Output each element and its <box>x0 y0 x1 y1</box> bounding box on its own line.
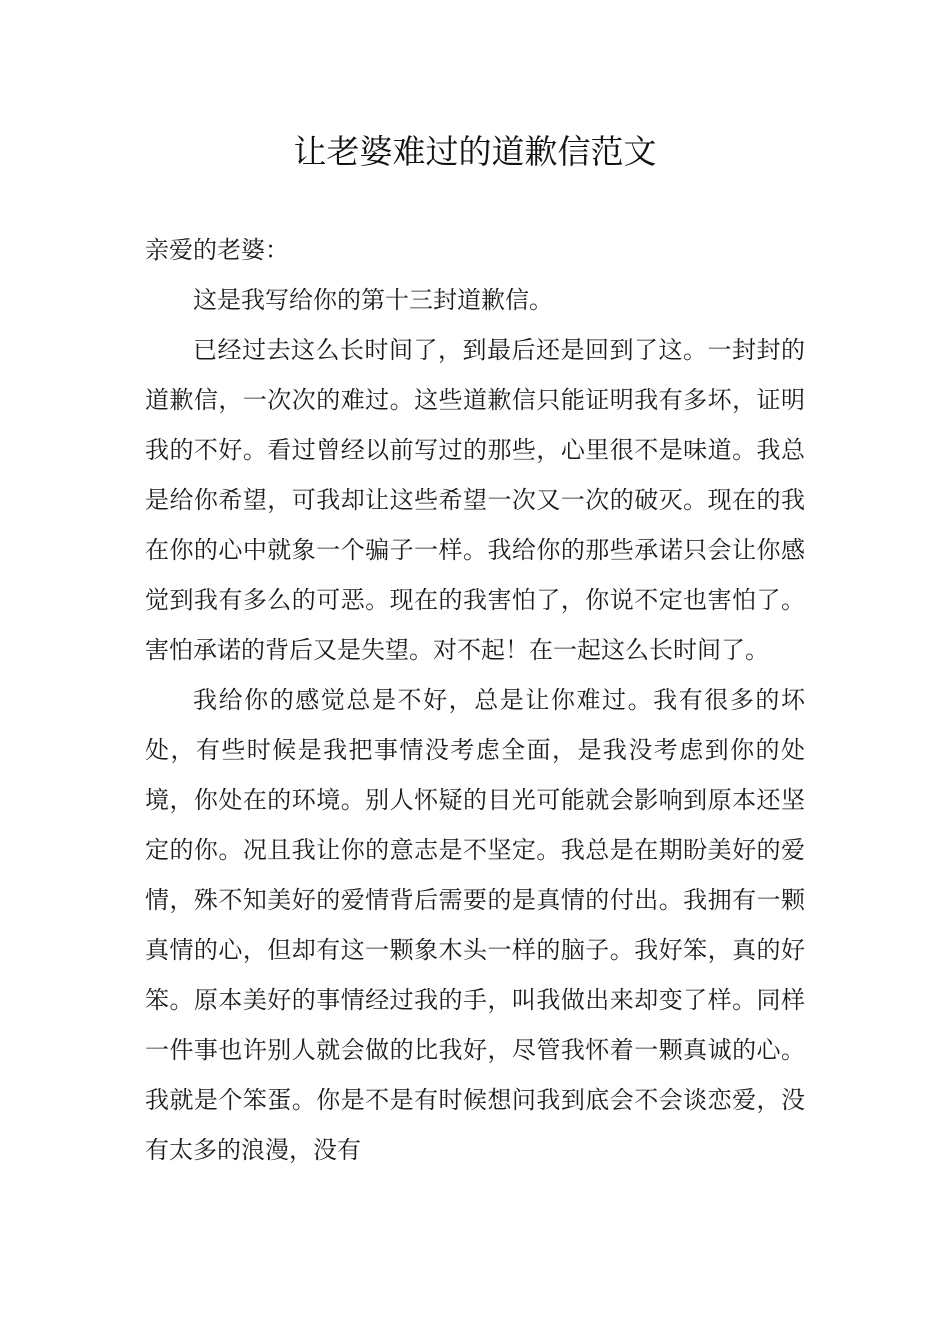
paragraph-3: 我给你的感觉总是不好，总是让你难过。我有很多的坏处，有些时候是我把事情没考虑全面，是我没考虑到你的处境，你处在的环境。别人怀疑的目光可能就会影响到原本还坚定的你。况且我让你的意志是不坚定。我总是在期盼美好的爱情，殊不知美好的爱情背后需要的是真情的付出。我拥有一颗真情的心，但却有这一颗象木头一样的脑子。我好笨，真的好笨。原本美好的事情经过我的手，叫我做出来却变了样。同样一件事也许别人就会做的比我好，尽管我怀着一颗真诚的心。我就是个笨蛋。你是不是有时候想问我到底会不会谈恋爱，没有太多的浪漫，没有 <box>145 686 805 1164</box>
paragraph-2: 已经过去这么长时间了，到最后还是回到了这。一封封的道歉信，一次次的难过。这些道歉信只能证明我有多坏，证明我的不好。看过曾经以前写过的那些，心里很不是味道。我总是给你希望，可我却让这些希望一次又一次的破灭。现在的我在你的心中就象一个骗子一样。我给你的那些承诺只会让你感觉到我有多么的可恶。现在的我害怕了，你说不定也害怕了。害怕承诺的背后又是失望。对不起！在一起这么长时间了。 <box>145 336 805 664</box>
salutation: 亲爱的老婆： <box>145 236 289 264</box>
letter-body <box>145 225 805 1175</box>
paragraph-1: 这是我写给你的第十三封道歉信。 <box>193 286 553 314</box>
document-title: 让老婆难过的道歉信范文 <box>293 132 657 171</box>
